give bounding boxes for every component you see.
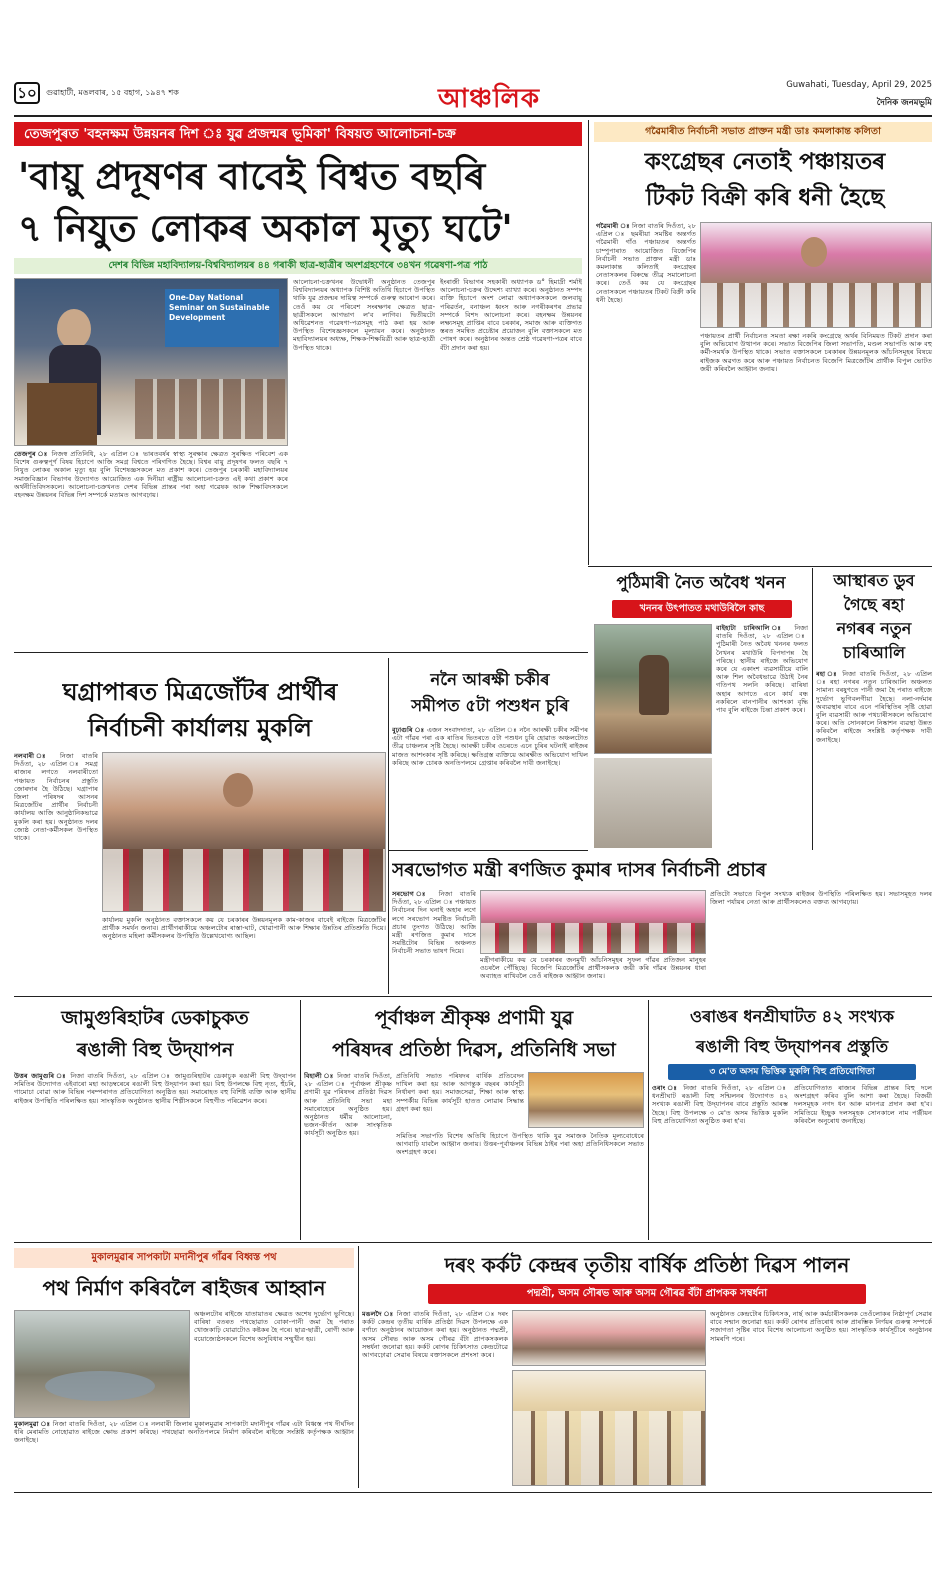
pranami-gathering-photo xyxy=(528,1072,644,1128)
broken-road-photo xyxy=(14,1310,190,1418)
bihu1-dateline: উত্তৰ জামুগুৰি ঃ xyxy=(14,1072,67,1080)
seated-guests-row xyxy=(513,1411,706,1486)
ghograpar-headline-line-1: ঘগ্ৰাপাৰত মিত্ৰজোঁটৰ প্ৰাৰ্থীৰ xyxy=(62,678,338,706)
office-speaker xyxy=(223,773,253,807)
bihu2-headline-line-2: ৰঙালী বিহু উদ্‌যাপনৰ প্ৰস্তুতি xyxy=(695,1037,889,1056)
darrang-body-col-b xyxy=(710,1310,932,1486)
podium xyxy=(27,383,97,446)
mining-body xyxy=(716,624,808,848)
minister-campaign-photo xyxy=(480,890,706,954)
minister-body-text-b: মন্ত্ৰীগৰাকীয়ে কয় যে চৰকাৰৰ জনমুখী আঁচনিসমূহৰ সুফল গাঁৱৰ প্ৰতিজন মানুহৰ ওচৰলৈ পৌঁছিছে। বিজেপি মিত্ৰজোঁটৰ প্ৰাৰ্থীসকলক জয়ী কৰি গাঁৱৰ উন্নয়নৰ ধাৰা অব্যাহত ৰাখিবলৈ তেওঁ ৰাইজক আহ্বান জনায়। xyxy=(480,956,706,981)
lead-body-col-c xyxy=(440,278,582,648)
road-body-text-a: অঞ্চলটোৰ ৰাইজে যাতায়াতৰ ক্ষেত্ৰত অশেষ দুৰ্ভোগ ভুগিছে। বাৰিষা বতৰত পথছোৱাত বোকা-পানী জমা হৈ পৰাত খোজকাঢ়ি যোৱাটোও কষ্টকৰ হৈ পৰে। ছাত্ৰ-ছাত্ৰী, ৰোগী আৰু বয়োজ্যেষ্ঠসকলে বিশেষ অসুবিধাৰ সন্মুখীন হয়। xyxy=(194,1310,354,1343)
pranami-body-text-b: প্ৰতিনিধি সভাত পৰিষদৰ বাৰ্ষিক প্ৰতিবেদন দাখিল কৰা হয় আৰু আগন্তুক বছৰৰ কাৰ্যসূচী নিৰ্ধাৰণ কৰা হয়। সমাজসেৱা, শিক্ষা আৰু স্বাস্থ্য সম্পৰ্কীয় বিভিন্ন কাৰ্যসূচী হাতত লোৱাৰ সিদ্ধান্ত গ্ৰহণ কৰা হয়। xyxy=(396,1072,524,1113)
mining-deck: খননৰ উৎপাতত মথাউৰিলৈ কাছ xyxy=(612,600,792,618)
bihu2-dateline: ওৰাং ঃ xyxy=(652,1084,679,1092)
ghograpar-body-text-b: কাৰ্যালয় মুকলি অনুষ্ঠানত বক্তাসকলে কয় যে চৰকাৰৰ উন্নয়নমূলক কাম-কাজৰ বাবেই ৰাইজে মিত্ৰজোঁটৰ প্ৰাৰ্থীক সমৰ্থন জনাব। প্ৰাৰ্থীগৰাকীয়ে অঞ্চলটোৰ ৰাস্তা-ঘাট, খোৱাপানী আৰু শিক্ষাৰ উন্নতিৰ প্ৰতিশ্ৰুতি দিয়ে। অনুষ্ঠানত মহিলা কৰ্মীসকলৰ উপস্থিতি উল্লেখযোগ্য আছিল। xyxy=(102,916,386,941)
minister-body-text-c: প্ৰতিটো সভাতে বিপুল সংখ্যক ৰাইজৰ উপস্থিতি পৰিলক্ষিত হয়। সভাসমূহত দলৰ জিলা পৰ্যায়ৰ নেতা আৰু প্ৰাৰ্থীসকলেও বক্তব্য আগবঢ়ায়। xyxy=(710,890,932,907)
road-body-col-b xyxy=(14,1420,354,1486)
pranami-body-col-c xyxy=(396,1132,644,1238)
darrang-body-text-a: নিজা বাতৰি দিওঁতা, ২৮ এপ্ৰিল ঃ দৰং কৰ্কট কেন্দ্ৰৰ তৃতীয় বাৰ্ষিক প্ৰতিষ্ঠা দিৱস উপলক্ষে এক বৰ্ণাঢ্য অনুষ্ঠানৰ আয়োজন কৰা হয়। অনুষ্ঠানত পদ্মশ্ৰী, অসম সৌৰভ আৰু অসম গৌৰৱ বঁটা প্ৰাপকসকলক সম্বৰ্ধনা জনোৱা হয়। কৰ্কট ৰোগৰ চিকিৎসাত কেন্দ্ৰটোৱে আগবঢ়োৱা সেৱাৰ বিষয়ে বক্তাসকলে প্ৰশংসা কৰে। xyxy=(362,1310,508,1360)
pranami-body-text-a: নিজা বাতৰি দিওঁতা, ২৮ এপ্ৰিল ঃ পূৰ্বাঞ্চল শ্ৰীকৃষ্ণ প্ৰণামী যুৱ পৰিষদৰ প্ৰতিষ্ঠা দিৱস আৰু প্ৰতিনিধি সভা মহা সমাৰোহেৰে অনুষ্ঠিত হয়। অনুষ্ঠানত ধৰ্মীয় আলোচনা, ভজন-কীৰ্তন আৰু সাংস্কৃতিক কাৰ্যসূচী অনুষ্ঠিত হয়। xyxy=(304,1072,392,1138)
ghograpar-dateline: নলবাৰী ঃ xyxy=(14,752,52,760)
speaker-figure xyxy=(57,309,91,349)
lead-kicker: তেজপুৰত 'বহনক্ষম উন্নয়নৰ দিশ ঃ যুৱ প্ৰজন্মৰ ভূমিকা' বিষয়ত আলোচনা-চক্ৰ xyxy=(14,122,582,146)
bihu2-headline-line-1: ওৰাঙৰ ধনশ্ৰীঘাটত ৪২ সংখ্যক xyxy=(689,1007,895,1026)
divider-vertical-flood xyxy=(812,568,813,850)
divider-horizontal-minister xyxy=(388,850,588,851)
police-dateline: বুঢ়াগুৰি ঃ xyxy=(392,726,425,734)
bihu1-body-text: নিজা বাতৰি দিওঁতা, ২৮ এপ্ৰিল ঃ জামুগুৰিহাটৰ ডেকাচুক ৰঙালী বিহু উদ্‌যাপন সমিতিৰ উদ্যোগত এইবাৰো মহা আড়ম্বৰেৰে ৰঙালী বিহু উদ্‌যাপন কৰা হয়। বিহু উপলক্ষে বিহু নৃত্য, হুঁচৰি, গামোচা বোৱা আৰু বিভিন্ন পৰম্পৰাগত প্ৰতিযোগিতা অনুষ্ঠিত হয়। সমাৰোহত বহু বিশিষ্ট ব্যক্তি আৰু স্থানীয় ৰাইজৰ উপস্থিতি পৰিলক্ষিত হয়। সাংস্কৃতিক অনুষ্ঠানত স্থানীয় শিল্পীসকলে বিহুগীত পৰিৱেশন কৰে। xyxy=(14,1072,296,1105)
pranami-headline-line-1: পূৰ্বাঞ্চল শ্ৰীকৃষ্ণ প্ৰণামী যুৱ xyxy=(374,1007,574,1029)
mining-dateline: বাইহাটা চাৰিআলি ঃ xyxy=(716,624,787,632)
section-title: আঞ্চলিক xyxy=(437,84,541,114)
congress-rally-photo xyxy=(700,222,932,328)
road-body-text-b: নিজা বাতৰি দিওঁতা, ২৮ এপ্ৰিল ঃ নলবাৰী জিলাৰ মুকালমুৱাৰ সাপকাটা মদানীপুৰ গাঁৱৰ এটা বিধ্বস্ত পথ দীৰ্ঘদিন ধৰি মেৰামতি নোহোৱাত ৰাইজে ক্ষোভ প্ৰকাশ কৰিছে। পথছোৱা অনতিপলমে নিৰ্মাণ কৰিবলৈ ৰাইজে সংশ্লিষ্ট কৰ্তৃপক্ষক আহ্বান জনাইছে। xyxy=(14,1420,354,1445)
minister-headline: সৰভোগত মন্ত্ৰী ৰণজিত কুমাৰ দাসৰ নিৰ্বাচনী প্ৰচাৰ xyxy=(392,860,767,881)
divider-horizontal-1 xyxy=(14,652,588,653)
divider-vertical-darrang xyxy=(358,1246,359,1488)
bihu2-body-col-b xyxy=(794,1084,932,1238)
darrang-headline: দৰং কৰ্কট কেন্দ্ৰৰ তৃতীয় বাৰ্ষিক প্ৰতিষ্ঠা দিৱস পালন xyxy=(444,1253,850,1277)
lead-body-text-a: নিজস্ব প্ৰতিনিধি, ২৮ এপ্ৰিল ঃ ভাৰতবৰ্ষৰ স্বাস্থ্য সুৰক্ষাৰ ক্ষেত্ৰত সুৰক্ষিত পৰিবেশ এক বিশেষ গুৰুত্বপূৰ্ণ বিষয় হিচাপে আজি সমগ্ৰ বিশ্বতে পৰিগণিত হৈছে। বিশ্বৰ বায়ু প্ৰদূষণৰ ফলত বছৰি ৭ নিযুত লোকৰ অকাল মৃত্যু হয় বুলি বিশেষজ্ঞসকলে মত প্ৰকাশ কৰে। তেজপুৰ চৰকাৰী মহাবিদ্যালয়ৰ সমাজবিজ্ঞান বিভাগৰ উদ্যোগত আয়োজিত এক দিনীয়া ৰাষ্ট্ৰীয় আলোচনা-চক্ৰত এই কথা প্ৰকাশ কৰে অৰ্থনীতিবিদসকলে। আলোচনা-চক্ৰখনত দেশৰ বিভিন্ন প্ৰান্তৰ পৰা অহা গৱেষক আৰু শিক্ষাবিদসকলে বহনক্ষম উন্নয়নৰ বিভিন্ন দিশ সম্পৰ্কে মতামত আগবঢ়ায়। xyxy=(14,450,288,500)
rally-speaker xyxy=(801,237,827,267)
road-kicker: মুকালমুৱাৰ সাপকাটা মদানীপুৰ গাঁৱৰ বিধ্বস্ত পথ xyxy=(14,1248,354,1268)
pranami-body-col-a xyxy=(304,1072,392,1238)
bihu1-headline-line-2: ৰঙালী বিহু উদ্‌যাপন xyxy=(76,1039,234,1061)
lead-headline-line-2: ৭ নিযুত লোকৰ অকাল মৃত্যু ঘটে' xyxy=(18,207,513,250)
lead-dateline: তেজপুৰ ঃ xyxy=(14,450,49,458)
campaign-crowd xyxy=(481,923,706,954)
ghograpar-body-col-b xyxy=(102,916,386,990)
pranami-body-col-b xyxy=(396,1072,524,1128)
divider-vertical-bihu1 xyxy=(300,1000,301,1240)
bihu1-body xyxy=(14,1072,296,1238)
river-mining-photo xyxy=(594,624,712,754)
mining-worker xyxy=(639,655,669,715)
lead-body-col-b xyxy=(293,278,435,648)
flood-headline-line-2: গৈছে ৰহা xyxy=(843,595,905,614)
police-headline-line-2: সমীপত ৫টা পশুধন চুৰি xyxy=(411,696,569,715)
minister-body-col-a xyxy=(392,890,476,994)
masthead xyxy=(14,78,932,114)
road-puddle xyxy=(45,1371,155,1401)
lead-body-text-b: আলোচনা-চক্ৰখনৰ উদ্বোধনী অনুষ্ঠানত তেজপুৰ বিশ্ববিদ্যালয়ৰ অধ্যাপক বিশিষ্ট অতিথি হিচাপে উপস্থিত থাকি যুৱ প্ৰজন্মৰ দায়িত্ব সম্পৰ্কে গুৰুত্ব আৰোপ কৰে। তেওঁ কয় যে পৰিবেশ সংৰক্ষণৰ ক্ষেত্ৰত ছাত্ৰ-ছাত্ৰীসকলে আগভাগ ল'ব লাগিব। দ্বিতীয়টো অধিৱেশনত গৱেষণা-পত্ৰসমূহ পাঠ কৰা হয় আৰু উপস্থিত বিশেষজ্ঞসকলে মূল্যায়ন কৰে। অনুষ্ঠানত মহাবিদ্যালয়ৰ অধ্যক্ষ, শিক্ষক-শিক্ষয়িত্ৰী আৰু ছাত্ৰ-ছাত্ৰী উপস্থিত থাকে। xyxy=(293,278,435,352)
masthead-rule xyxy=(14,115,932,117)
masthead-left-date: গুৱাহাটী, মঙলবাৰ, ১৫ বহাগ, ১৯৪৭ শক xyxy=(46,88,179,97)
mining-body-text: নিজা বাতৰি দিওঁতা, ২৮ এপ্ৰিল ঃ পুঠিমাৰী নৈত অবৈধ খননৰ ফলত নৈখনৰ মথাউৰি বিপদাপন্ন হৈ পৰিছে। স্থানীয় ৰাইজে অভিযোগ কৰে যে একাংশ ব্যৱসায়ীয়ে বালি আৰু শিল অবৈধভাৱে উঠাই নৈৰ গতিপথ সলনি কৰিছে। বাৰিষা অহাৰ আগতে এনে কাৰ্য বন্ধ নকৰিলে বানপানীৰ আশংকা বৃদ্ধি পাব বুলি ৰাইজে চিন্তা প্ৰকাশ কৰে। xyxy=(716,624,808,715)
darrang-deck: পদ্মশ্ৰী, অসম সৌৰভ আৰু অসম গৌৰৱ বঁটা প্ৰাপকক সম্বৰ্ধনা xyxy=(428,1284,866,1304)
congress-kicker: গৱৈমাৰীত নিৰ্বাচনী সভাত প্ৰাক্তন মন্ত্ৰী ডাঃ কমলাকান্ত কলিতা xyxy=(594,122,932,142)
flood-body xyxy=(816,670,932,848)
darrang-body-col-a xyxy=(362,1310,508,1486)
minister-body-text-a: নিজা বাতৰি দিওঁতা, ২৮ এপ্ৰিল ঃ পঞ্চায়ত নিৰ্বাচনৰ দিন ঘনাই অহাৰ লগে লগে সৰভোগ সমষ্টিত নিৰ্বাচনী প্ৰচাৰ তুংগত উঠিছে। আজি মন্ত্ৰী ৰণজিত কুমাৰ দাসে সমষ্টিটোৰ বিভিন্ন অঞ্চলত নিৰ্বাচনী সভাত ভাষণ দিয়ে। xyxy=(392,890,476,956)
page-bottom-rule xyxy=(14,1492,932,1493)
bihu1-headline-line-1: জামুগুৰিহাটৰ ডেকাচুকত xyxy=(61,1007,249,1029)
ghograpar-body-col-a xyxy=(14,752,98,990)
pranami-headline-line-2: পৰিষদৰ প্ৰতিষ্ঠা দিৱস, প্ৰতিনিধি সভা xyxy=(332,1039,616,1061)
congress-body-text-a: নিজা বাতৰি দিওঁতা, ২৮ এপ্ৰিল ঃ ছমৰীয়া সমষ্টিৰ অন্তৰ্গত গৱৈমাৰী গাঁও পঞ্চায়তৰ অন্তৰ্গত চাম্পুপাৰাত আয়োজিত বিজেপিৰ নিৰ্বাচনী সভাত প্ৰাক্তন মন্ত্ৰী ডাঃ কমলাকান্ত কলিতাই কংগ্ৰেছৰ নেতাসকলৰ বিৰুদ্ধে তীব্ৰ সমালোচনা কৰে। তেওঁ কয় যে কংগ্ৰেছৰ নেতাসকলে পঞ্চায়তৰ টিকট বিক্ৰী কৰি ধনী হৈছে। xyxy=(596,222,696,304)
ghograpar-headline-line-2: নিৰ্বাচনী কাৰ্যালয় মুকলি xyxy=(88,714,312,742)
mining-headline: পুঠিমাৰী নৈত অবৈধ খনন xyxy=(616,573,786,592)
flood-body-text: নিজা বাতৰি দিওঁতা, ২৮ এপ্ৰিল ঃ ৰহা নগৰৰ নতুন চাৰিআলি অঞ্চলত সামান্য বৰষুণতে পানী জমা হৈ পৰাত ৰাইজে দুৰ্ভোগ ভুগিবলগীয়া হৈছে। নলা-নৰ্দমাৰ অব্যৱস্থাৰ বাবে এনে পৰিস্থিতিৰ সৃষ্টি হোৱা বুলি ব্যৱসায়ী আৰু পথচাৰীসকলে অভিযোগ কৰে। অতি সোনকালে নিষ্কাশন ব্যৱস্থা উন্নত কৰিবলৈ ৰাইজে সংশ্লিষ্ট কৰ্তৃপক্ষক দাবী জনাইছে। xyxy=(816,670,932,744)
divider-horizontal-3 xyxy=(14,1242,932,1243)
audience-row xyxy=(135,379,285,439)
lead-body-text-c: ইংৰাজী বিভাগৰ সহকাৰী অধ্যাপক ড° হিমাদ্ৰী শৰ্মাই আলোচনা-চক্ৰৰ উদ্দেশ্য ব্যাখ্যা কৰে। অনুষ্ঠানত সম্পদ ব্যক্তি হিচাপে অংশ লোৱা অধ্যাপকসকলে জলবায়ু পৰিৱৰ্তন, বনাঞ্চল ধ্বংস আৰু নগৰীকৰণৰ প্ৰভাৱ সম্পৰ্কে বিশদ আলোচনা কৰে। বহনক্ষম উন্নয়নৰ লক্ষ্যসমূহ প্ৰাপ্তিৰ বাবে চৰকাৰ, সমাজ আৰু ব্যক্তিগত স্তৰত সমন্বিত প্ৰচেষ্টাৰ প্ৰয়োজন বুলি বক্তাসকলে মত পোষণ কৰে। অনুষ্ঠানৰ অন্তত শ্ৰেষ্ঠ গৱেষণা-পত্ৰৰ বাবে বঁটা প্ৰদান কৰা হয়। xyxy=(440,278,582,352)
minister-body-col-c xyxy=(710,890,932,994)
darrang-body-text-b: অনুষ্ঠানত কেন্দ্ৰটোৰ চিকিৎসক, নাৰ্ছ আৰু কৰ্মচাৰীসকলক তেওঁলোকৰ নিষ্ঠাপূৰ্ণ সেৱাৰ বাবে সন্মান জনোৱা হয়। কৰ্কট ৰোগৰ প্ৰতিৰোধ আৰু প্ৰাৰম্ভিক নিৰ্ণয়ৰ গুৰুত্ব সম্পৰ্কে সজাগতা সৃষ্টিৰ বাবে বিশেষ আলোচনা অনুষ্ঠিত হয়। সাংস্কৃতিক কাৰ্যসূচীৰে অনুষ্ঠানৰ সামৰণি পৰে। xyxy=(710,1310,932,1343)
flood-headline-line-4: চাৰিআলি xyxy=(842,643,906,662)
masthead-paper-name: দৈনিক জনমভূমি xyxy=(876,98,932,108)
ghograpar-body-text-a: নিজা বাতৰি দিওঁতা, ২৮ এপ্ৰিল ঃ সমগ্ৰ ৰাজ্যৰ লগতে নলবাৰীতো পঞ্চায়ত নিৰ্বাচনৰ প্ৰস্তুতি জোৰদাৰ হৈ উঠিছে। ঘগ্ৰাপাৰ জিলা পৰিষদৰ আসনৰ মিত্ৰজোঁটৰ প্ৰাৰ্থীৰ নিৰ্বাচনী কাৰ্যালয় আজি আনুষ্ঠানিকভাৱে মুকলি কৰা হয়। অনুষ্ঠানত দলৰ জ্যেষ্ঠ নেতা-কৰ্মীসকল উপস্থিত থাকে। xyxy=(14,752,98,843)
pranami-dateline: বিহালী ঃ xyxy=(304,1072,335,1080)
felicitation-photo-top xyxy=(512,1310,706,1366)
darrang-dateline: মঙলদৈ ঃ xyxy=(362,1310,394,1318)
road-body-col-a xyxy=(194,1310,354,1418)
divider-vertical-main xyxy=(588,120,589,565)
bihu2-deck: ৩ মে'ত অসম ভিত্তিক মুকলি বিহু প্ৰতিযোগিতা xyxy=(668,1064,916,1080)
flood-headline-line-3: নগৰৰ নতুন xyxy=(836,619,912,638)
flood-dateline: ৰহা ঃ xyxy=(816,670,839,678)
divider-horizontal-right-1 xyxy=(588,566,932,567)
minister-body-col-b xyxy=(480,956,706,994)
divider-vertical-mid xyxy=(388,658,389,994)
police-body-text: এজন সংবাদদাতা, ২৮ এপ্ৰিল ঃ ননৈ আৰক্ষী চকীৰ সমীপৰ এটা গাঁৱৰ পৰা এক ৰাতিৰ ভিতৰতে ৫টা পশুধন চুৰি হোৱাত অঞ্চলটোত তীব্ৰ চাঞ্চল্যৰ সৃষ্টি হৈছে। আৰক্ষী চকীৰ ওচৰতে এনে চুৰিৰ ঘটনাই ৰাইজৰ মাজত আশংকাৰ সৃষ্টি কৰিছে। ক্ষতিগ্ৰস্ত ব্যক্তিয়ে আৰক্ষীত অভিযোগ দাখিল কৰিছে আৰু চোৰক অনতিপলমে গ্ৰেপ্তাৰ কৰিবলৈ দাবী জনাইছে। xyxy=(392,726,588,767)
seminar-photo-banner: One-Day National Seminar on Sustainable Development xyxy=(165,289,279,347)
road-headline: পথ নিৰ্মাণ কৰিবলৈ ৰাইজৰ আহ্বান xyxy=(42,1276,326,1300)
congress-body-col-a xyxy=(596,222,696,562)
road-dateline: মুকালমুৱা ঃ xyxy=(14,1420,51,1428)
office-gamusa-row xyxy=(103,849,386,912)
flood-headline-line-1: আস্থাৰত ডুব xyxy=(833,571,915,590)
bihu2-body-text-a: নিজা বাতৰি দিওঁতা, ২৮ এপ্ৰিল ঃ ধনশ্ৰীঘাট ৰঙালী বিহু সন্মিলনৰ উদ্যোগত ৪২ সংখ্যক ৰঙালী বিহু উদ্‌যাপনৰ বাবে প্ৰস্তুতি আৰম্ভ হৈছে। বিহু উপলক্ষে ৩ মে'ত অসম ভিত্তিক মুকলি বিহু প্ৰতিযোগিতা অনুষ্ঠিত কৰা হ'ব। xyxy=(652,1084,788,1125)
lead-body-col-a xyxy=(14,450,288,648)
congress-body-text-b: পঞ্চায়তৰ প্ৰাৰ্থী নিৰ্বাচনত সমতা ৰক্ষা নকৰি কংগ্ৰেছে অৰ্থৰ বিনিময়ত টিকট প্ৰদান কৰা বুলি অভিযোগ উত্থাপন কৰে। সভাত বিজেপিৰ জিলা সভাপতি, মণ্ডল সভাপতি আৰু বহু কৰ্মী-সমৰ্থক উপস্থিত থাকে। সভাত বক্তাসকলে চৰকাৰৰ উন্নয়নমূলক আঁচনিসমূহৰ বিষয়ে ৰাইজক অৱগত কৰে আৰু পঞ্চায়ত নিৰ্বাচনত বিজেপি মিত্ৰজোঁটৰ প্ৰাৰ্থীক বিপুল ভোটত জয়ী কৰিবলৈ আহ্বান জনায়। xyxy=(700,332,932,373)
police-headline-line-1: ননৈ আৰক্ষী চকীৰ xyxy=(430,670,550,689)
police-body xyxy=(392,726,588,846)
lead-deck: দেশৰ বিভিন্ন মহাবিদ্যালয়-বিশ্ববিদ্যালয়ৰ ৪৪ গৰাকী ছাত্ৰ-ছাত্ৰীৰ অংশগ্ৰহণেৰে ৩৪খন গৱেষণা-পত্ৰ পাঠ xyxy=(14,258,582,274)
divider-horizontal-2 xyxy=(14,996,932,997)
pranami-body-text-c: সমিতিৰ সভাপতি বিশেষ অতিথি হিচাপে উপস্থিত থাকি যুৱ সমাজক নৈতিক মূল্যবোধেৰে আগবাঢ়ি যাবলৈ আহ্বান জনায়। উত্তৰ-পূৰ্বাঞ্চলৰ বিভিন্ন ঠাইৰ পৰা অহা প্ৰতিনিধিসকলে সভাত অংশগ্ৰহণ কৰে। xyxy=(396,1132,644,1157)
lead-headline-line-1: 'বায়ু প্ৰদূষণৰ বাবেই বিশ্বত বছৰি xyxy=(18,155,486,198)
bihu2-body-col-a xyxy=(652,1084,788,1238)
congress-headline-line-1: কংগ্ৰেছৰ নেতাই পঞ্চায়তৰ xyxy=(644,149,886,175)
felicitation-photo-bottom xyxy=(512,1370,706,1486)
congress-dateline: গৱৈমাৰী ঃ xyxy=(596,222,630,230)
masthead-right-date: Guwahati, Tuesday, April 29, 2025 xyxy=(786,80,932,90)
minister-dateline: সৰভোগ ঃ xyxy=(392,890,431,898)
page-number: ১০ xyxy=(14,82,40,104)
mining-photo-caption-area xyxy=(594,758,712,848)
office-opening-photo xyxy=(102,752,386,912)
bihu2-body-text-b: প্ৰতিযোগিতাত ৰাজ্যৰ বিভিন্ন প্ৰান্তৰ বিহু দলে অংশগ্ৰহণ কৰিব বুলি আশা কৰা হৈছে। বিজয়ী দলসমূহক নগদ ধন আৰু মানপত্ৰ প্ৰদান কৰা হ'ব। সমিতিয়ে ইচ্ছুক দলসমূহক সোনকালে নাম পঞ্জীয়ন কৰিবলৈ অনুৰোধ জনাইছে। xyxy=(794,1084,932,1125)
seminar-photo xyxy=(14,278,288,446)
congress-body-col-b xyxy=(700,332,932,562)
divider-vertical-bihu2 xyxy=(648,1000,649,1240)
congress-headline-line-2: টিকট বিক্ৰী কৰি ধনী হৈছে xyxy=(645,185,885,211)
rally-crowd xyxy=(701,283,932,328)
